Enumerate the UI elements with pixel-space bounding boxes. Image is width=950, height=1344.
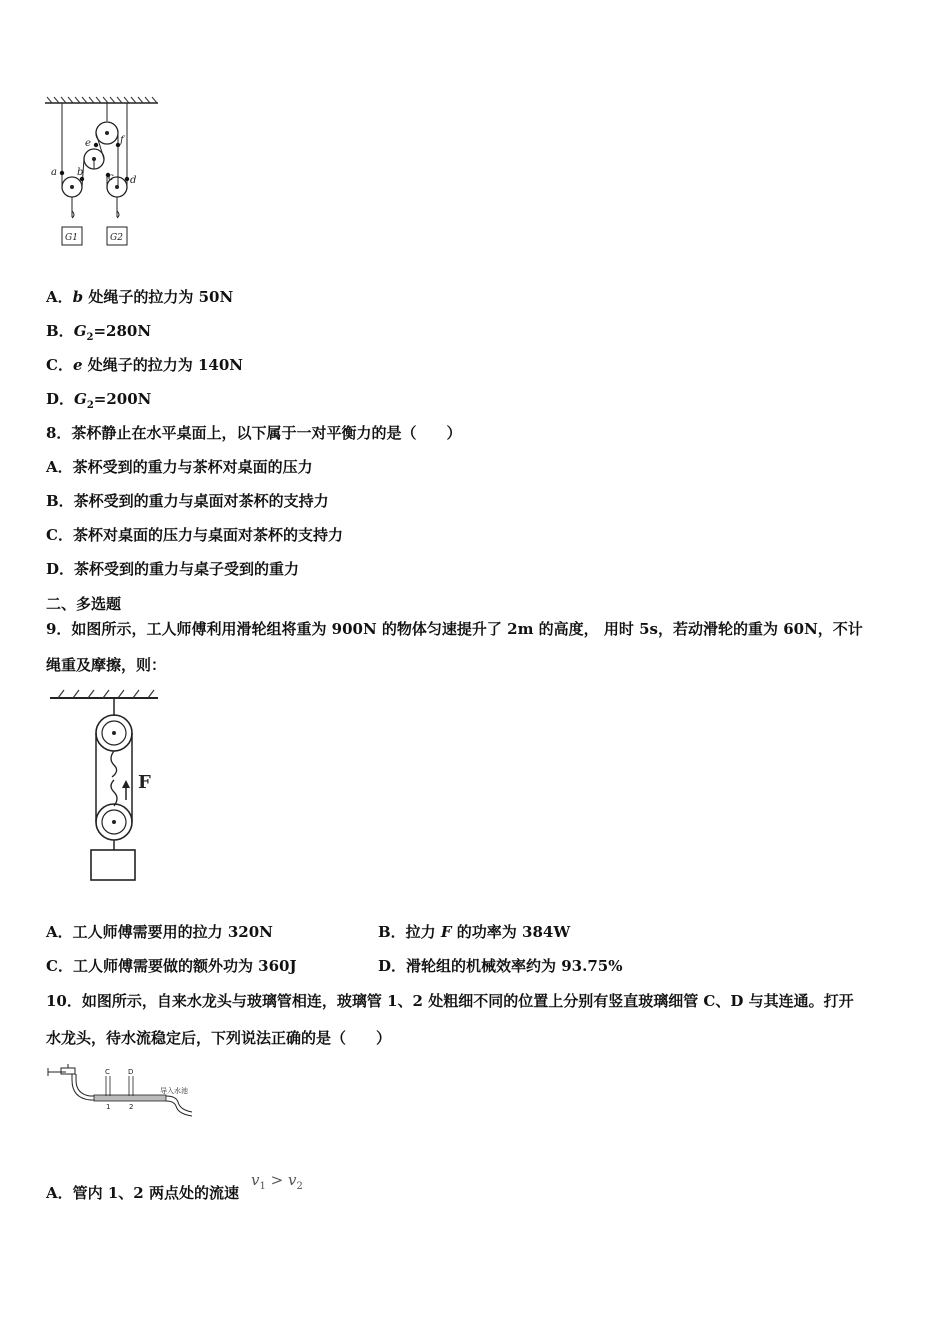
- q10-label-d: D: [128, 1068, 134, 1076]
- q7-label-g1: G1: [65, 233, 78, 243]
- q7-option-c: C．e 处绳子的拉力为 140N: [46, 356, 243, 374]
- q8-option-b: B．茶杯受到的重力与桌面对茶杯的支持力: [46, 492, 329, 510]
- q10-label-2: 2: [129, 1103, 134, 1111]
- q7-label-e: e: [85, 138, 91, 149]
- q7-pulley-figure: [40, 95, 165, 250]
- q9-option-d: D．滑轮组的机械效率约为 93.75%: [378, 957, 623, 975]
- q8-stem: 8．茶杯静止在水平桌面上，以下属于一对平衡力的是（ ）: [46, 424, 462, 442]
- q10-option-a: A．管内 1、2 两点处的流速: [46, 1184, 239, 1202]
- q7-label-d: d: [130, 175, 137, 186]
- q10-stem-line2: 水龙头，待水流稳定后，下列说法正确的是（ ）: [46, 1029, 392, 1047]
- q7-label-f: f: [120, 135, 124, 146]
- q7-option-b: B．$G_2=280N$: [46, 322, 152, 343]
- q10-option-a-formula: $v_1 > v_2$: [251, 1171, 303, 1192]
- q7-label-g2: G2: [110, 233, 123, 243]
- q7-label-b: b: [77, 167, 84, 178]
- q7-label-a: a: [51, 167, 57, 178]
- q8-option-a: A．茶杯受到的重力与茶杯对桌面的压力: [46, 458, 313, 476]
- q9-option-c: C．工人师傅需要做的额外功为 360J: [46, 957, 297, 975]
- q9-option-b: B．拉力 F 的功率为 384W: [378, 923, 571, 941]
- q7-label-c: c: [108, 172, 114, 183]
- q7-option-d: D．$G_2=200N$: [46, 390, 152, 411]
- q9-option-a: A．工人师傅需要用的拉力 320N: [46, 923, 273, 941]
- q10-label-c: C: [105, 1068, 110, 1076]
- q10-stem-line1: 10．如图所示，自来水龙头与玻璃管相连，玻璃管 1、2 处粗细不同的位置上分别有竖直玻璃细管 C、D 与其连通。打开: [46, 992, 854, 1010]
- q8-option-d: D．茶杯受到的重力与桌子受到的重力: [46, 560, 300, 578]
- q10-label-sink: 导入水池: [160, 1087, 188, 1095]
- q9-pulley-figure: [48, 688, 173, 883]
- q9-stem-line2: 绳重及摩擦，则：: [46, 656, 167, 674]
- q10-label-1: 1: [106, 1103, 111, 1111]
- q9-force-label: F: [138, 772, 151, 793]
- section-title: 二、多选题: [46, 595, 122, 613]
- q10-tube-figure: [44, 1062, 194, 1120]
- q8-option-c: C．茶杯对桌面的压力与桌面对茶杯的支持力: [46, 526, 343, 544]
- q7-option-a: A．b 处绳子的拉力为 50N: [46, 288, 234, 306]
- q9-stem-line1: 9．如图所示，工人师傅利用滑轮组将重为 900N 的物体匀速提升了 2m 的高度， 用时 5s，若动滑轮的重为 60N，不计: [46, 620, 863, 638]
